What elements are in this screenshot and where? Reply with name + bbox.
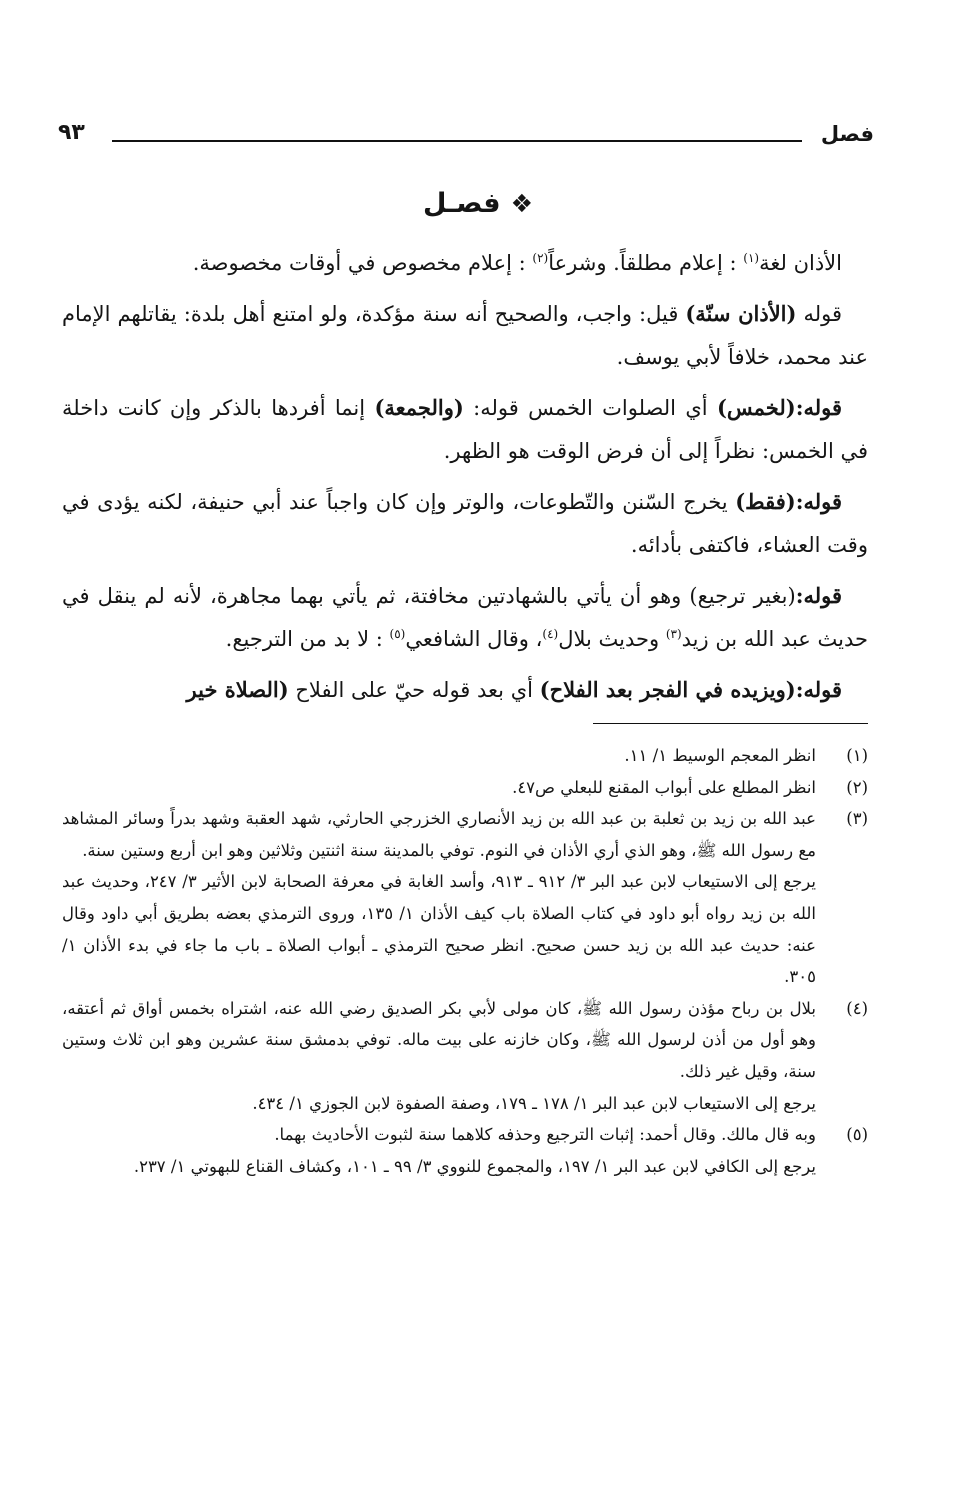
footnote-4 bbox=[62, 993, 868, 1119]
running-header bbox=[58, 118, 874, 154]
text-span: أي الصلوات الخمس قوله: bbox=[473, 395, 708, 420]
quoted-term: (والجمعة) bbox=[374, 394, 464, 420]
quoted-term: (الأذان سنّة) bbox=[685, 300, 797, 326]
text-span: : لا بد من الترجيع. bbox=[225, 627, 383, 651]
paragraph bbox=[62, 574, 868, 662]
footnote-ref: (٤) bbox=[542, 627, 559, 641]
paragraph bbox=[62, 480, 868, 568]
footnote-reference: يرجع إلى الاستيعاب لابن عبد البر ١/ ١٧٨ ـ ١٧٩، وصفة الصفوة لابن الجوزي ١/ ٤٣٤. bbox=[252, 1093, 816, 1113]
text-span: قوله bbox=[803, 301, 842, 326]
text-span: إنما أفردها بالذكر وإن كانت داخلة في الخمس: نظراً إلى أن فرض الوقت هو الظهر. bbox=[62, 395, 868, 463]
footnote-number: (٣) bbox=[846, 809, 868, 829]
footnote-2 bbox=[62, 772, 868, 804]
section-heading bbox=[0, 188, 956, 219]
footnote-ref: (٥) bbox=[389, 627, 406, 641]
footnote-number: (٥) bbox=[846, 1125, 868, 1145]
quoted-term: (بغير ترجيع) bbox=[689, 583, 796, 608]
footnote-text: عبد الله بن زيد بن ثعلبة بن عبد الله بن زيد الأنصاري الخزرجي الحارثي، شهد العقبة وشهد بدراً وسائر المشاهد مع رسول الله ﷺ، وهو الذي أري الأذان في النوم. توفي بالمدينة سنة اثنتين وثلاثين وهو ابن أربع وستين سنة. bbox=[62, 809, 816, 860]
footnote-text: انظر المطلع على أبواب المقنع للبعلي ص٤٧. bbox=[512, 777, 816, 797]
paragraph bbox=[62, 242, 868, 286]
quoted-term: (لخمس) bbox=[716, 394, 796, 420]
footnote-5 bbox=[62, 1119, 868, 1182]
text-span: : إعلام مطلقاً. وشرعاً bbox=[548, 251, 737, 275]
footnote-text: انظر المعجم الوسيط ١/ ١١. bbox=[624, 746, 816, 765]
qawluhu-label: قوله: bbox=[795, 676, 842, 702]
footnote-text: بلال بن رباح مؤذن رسول الله ﷺ، كان مولى لأبي بكر الصديق رضي الله عنه، اشتراه بخمس أواق ثم أعتقه، وهو أول من أذن لرسول الله ﷺ، وكان خازنه على بيت ماله. توفي بدمشق سنة عشرين وهو ابن ثلاث وستين سنة، وقيل غير ذلك. bbox=[62, 998, 816, 1081]
text-span: يخرج السّنن والتّطوعات، والوتر وإن كان واجباً عند أبي حنيفة، لكنه يؤدى في وقت العشاء، فاكتفى بأدائه. bbox=[62, 489, 868, 557]
qawluhu-label: قوله: bbox=[795, 582, 842, 608]
header-rule bbox=[112, 140, 802, 142]
paragraph bbox=[62, 668, 868, 713]
text-span: أي بعد قوله حيّ على الفلاح bbox=[295, 677, 533, 702]
page-number: ٩٣ bbox=[58, 120, 85, 145]
text-span: وحديث بلال bbox=[558, 627, 660, 651]
ornament-icon: ❖ bbox=[510, 189, 534, 218]
text-span: : إعلام مخصوص في أوقات مخصوصة. bbox=[192, 251, 526, 275]
footnote-reference: يرجع إلى الاستيعاب لابن عبد البر ٣/ ٩١٢ ـ ٩١٣، وأسد الغابة في معرفة الصحابة لابن الأثير ٣/ ٢٤٧، وحديث عبد الله بن زيد رواه أبو داود في كتاب الصلاة باب كيف الأذان ١/ ١٣٥، وروى الترمذي بعضه بطريق أبي داود وقال عنه: حديث عبد الله بن زيد حسن صحيح. انظر صحيح الترمذي ـ أبواب الصلاة ـ باب ما جاء في بدء الأذان ١/ ٣٠٥. bbox=[62, 872, 816, 987]
main-text bbox=[62, 242, 868, 718]
qawluhu-label: قوله: bbox=[795, 488, 842, 514]
footnote-number: (١) bbox=[846, 746, 868, 765]
paragraph bbox=[62, 386, 868, 474]
footnote-ref: (٢) bbox=[532, 251, 549, 265]
footnote-ref: (٣) bbox=[665, 627, 682, 641]
quoted-term: (فقط) bbox=[735, 488, 796, 514]
footnotes bbox=[62, 740, 868, 1182]
footnote-text: وبه قال مالك. وقال أحمد: إثبات الترجيع وحذفه كلاهما سنة لثبوت الأحاديث بهما. bbox=[274, 1125, 816, 1145]
text-span: ، وقال الشافعي bbox=[405, 627, 543, 651]
text-span: وهو أن يأتي بالشهادتين مخافتة، ثم يأتي بهما مجاهرة، لأنه لم ينقل في حديث عبد الله بن زيد bbox=[62, 583, 868, 651]
footnote-1 bbox=[62, 740, 868, 772]
footnote-number: (٤) bbox=[846, 998, 868, 1018]
quoted-term: (الصلاة خير bbox=[186, 676, 289, 702]
footnote-reference: يرجع إلى الكافي لابن عبد البر ١/ ١٩٧، والمجموع للنووي ٣/ ٩٩ ـ ١٠١، وكشاف القناع للبهوتي ١/ ٢٣٧. bbox=[133, 1156, 816, 1176]
section-title: فصـل bbox=[422, 188, 501, 219]
paragraph bbox=[62, 292, 868, 380]
footnote-ref: (١) bbox=[743, 251, 760, 265]
qawluhu-label: قوله: bbox=[795, 394, 842, 420]
text-span: قيل: واجب، والصحيح أنه سنة مؤكدة، ولو امتنع أهل بلدة: يقاتلهم الإمام عند محمد، خلافاً لأبي يوسف. bbox=[62, 301, 868, 369]
quoted-term: (ويزيده في الفجر بعد الفلاح) bbox=[539, 676, 796, 702]
footnote-3 bbox=[62, 803, 868, 993]
running-title: فصل bbox=[820, 122, 874, 146]
footnote-separator bbox=[593, 723, 868, 724]
text-span: الأذان لغة bbox=[759, 251, 842, 275]
footnote-number: (٢) bbox=[846, 777, 868, 797]
